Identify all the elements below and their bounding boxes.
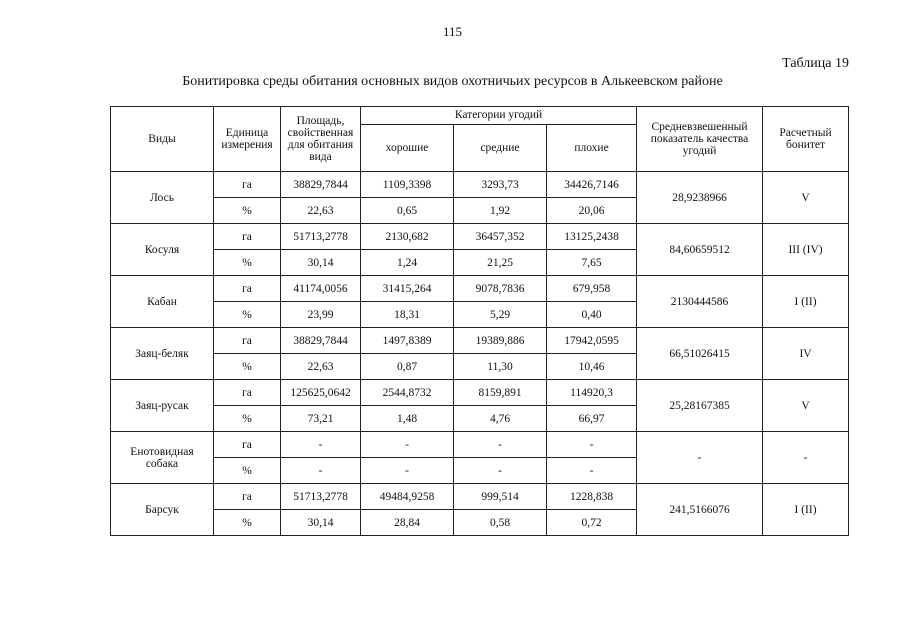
quality-index-cell: 84,60659512 — [637, 224, 763, 276]
ha-poor-cell: 114920,3 — [547, 380, 637, 406]
pct-medium-cell: - — [454, 458, 547, 484]
pct-unit-cell: % — [214, 458, 281, 484]
ha-medium-cell: 8159,891 — [454, 380, 547, 406]
header-quality: Средневзвешенный показатель качества угодий — [637, 107, 763, 172]
pct-good-cell: 1,24 — [361, 250, 454, 276]
species-name: Заяц-беляк — [111, 328, 214, 380]
ha-medium-cell: 19389,886 — [454, 328, 547, 354]
ha-good-cell: 49484,9258 — [361, 484, 454, 510]
pct-area-cell: 22,63 — [281, 198, 361, 224]
table-row — [111, 380, 849, 406]
bonitet-cell: V — [763, 380, 849, 432]
pct-poor-cell: - — [547, 458, 637, 484]
pct-good-cell: 0,65 — [361, 198, 454, 224]
pct-area-cell: 73,21 — [281, 406, 361, 432]
pct-unit-cell: % — [214, 510, 281, 536]
ha-unit-cell: га — [214, 172, 281, 198]
pct-medium-cell: 4,76 — [454, 406, 547, 432]
species-name: Лось — [111, 172, 214, 224]
ha-medium-cell: 36457,352 — [454, 224, 547, 250]
table-row — [111, 328, 849, 354]
pct-area-cell: 23,99 — [281, 302, 361, 328]
ha-poor-cell: 34426,7146 — [547, 172, 637, 198]
pct-poor-cell: 66,97 — [547, 406, 637, 432]
pct-good-cell: 28,84 — [361, 510, 454, 536]
ha-area-cell: 51713,2778 — [281, 224, 361, 250]
table-row — [111, 224, 849, 250]
ha-area-cell: 125625,0642 — [281, 380, 361, 406]
pct-poor-cell: 0,72 — [547, 510, 637, 536]
pct-medium-cell: 1,92 — [454, 198, 547, 224]
header-species: Виды — [111, 107, 214, 172]
table-row — [111, 276, 849, 302]
pct-unit-cell: % — [214, 406, 281, 432]
header-area: Площадь, свойственная для обитания вида — [281, 107, 361, 172]
pct-good-cell: 0,87 — [361, 354, 454, 380]
bonitet-cell: IV — [763, 328, 849, 380]
ha-unit-cell: га — [214, 432, 281, 458]
page-number: 115 — [442, 24, 463, 39]
pct-area-cell: - — [281, 458, 361, 484]
ha-area-cell: 38829,7844 — [281, 328, 361, 354]
ha-area-cell: 38829,7844 — [281, 172, 361, 198]
quality-index-cell: 25,28167385 — [637, 380, 763, 432]
bonitet-cell: V — [763, 172, 849, 224]
ha-poor-cell: 1228,838 — [547, 484, 637, 510]
quality-index-cell: 2130444586 — [637, 276, 763, 328]
quality-index-cell: - — [637, 432, 763, 484]
pct-medium-cell: 11,30 — [454, 354, 547, 380]
ha-area-cell: - — [281, 432, 361, 458]
pct-unit-cell: % — [214, 354, 281, 380]
quality-index-cell: 28,9238966 — [637, 172, 763, 224]
ha-poor-cell: - — [547, 432, 637, 458]
species-name: Кабан — [111, 276, 214, 328]
bonitet-cell: - — [763, 432, 849, 484]
species-name: Енотовидная собака — [111, 432, 214, 484]
pct-good-cell: 18,31 — [361, 302, 454, 328]
species-name: Косуля — [111, 224, 214, 276]
ha-good-cell: 1497,8389 — [361, 328, 454, 354]
pct-area-cell: 22,63 — [281, 354, 361, 380]
header-medium: средние — [454, 124, 547, 171]
ha-medium-cell: 3293,73 — [454, 172, 547, 198]
quality-index-cell: 66,51026415 — [637, 328, 763, 380]
pct-unit-cell: % — [214, 198, 281, 224]
table-row — [111, 484, 849, 510]
document-title: Бонитировка среды обитания основных видов охотничьих ресурсов в Алькеевском районе — [182, 74, 723, 89]
ha-good-cell: 1109,3398 — [361, 172, 454, 198]
ha-good-cell: - — [361, 432, 454, 458]
ha-area-cell: 41174,0056 — [281, 276, 361, 302]
table-row — [111, 172, 849, 198]
header-unit: Единица измерения — [214, 107, 281, 172]
habitat-bonitet-table — [110, 106, 849, 536]
pct-unit-cell: % — [214, 302, 281, 328]
table-label: Таблица 19 — [782, 56, 849, 71]
bonitet-cell: I (II) — [763, 484, 849, 536]
ha-good-cell: 31415,264 — [361, 276, 454, 302]
bonitet-cell: I (II) — [763, 276, 849, 328]
ha-unit-cell: га — [214, 328, 281, 354]
ha-medium-cell: 9078,7836 — [454, 276, 547, 302]
ha-medium-cell: - — [454, 432, 547, 458]
pct-poor-cell: 7,65 — [547, 250, 637, 276]
species-name: Заяц-русак — [111, 380, 214, 432]
pct-poor-cell: 20,06 — [547, 198, 637, 224]
table-row — [111, 432, 849, 458]
header-bonitet: Расчетный бонитет — [763, 107, 849, 172]
ha-poor-cell: 17942,0595 — [547, 328, 637, 354]
pct-unit-cell: % — [214, 250, 281, 276]
ha-medium-cell: 999,514 — [454, 484, 547, 510]
ha-unit-cell: га — [214, 276, 281, 302]
pct-good-cell: 1,48 — [361, 406, 454, 432]
header-poor: плохие — [547, 124, 637, 171]
ha-unit-cell: га — [214, 224, 281, 250]
pct-medium-cell: 5,29 — [454, 302, 547, 328]
species-name: Барсук — [111, 484, 214, 536]
pct-poor-cell: 10,46 — [547, 354, 637, 380]
pct-poor-cell: 0,40 — [547, 302, 637, 328]
ha-area-cell: 51713,2778 — [281, 484, 361, 510]
ha-poor-cell: 13125,2438 — [547, 224, 637, 250]
pct-medium-cell: 21,25 — [454, 250, 547, 276]
ha-unit-cell: га — [214, 484, 281, 510]
ha-unit-cell: га — [214, 380, 281, 406]
bonitet-cell: III (IV) — [763, 224, 849, 276]
quality-index-cell: 241,5166076 — [637, 484, 763, 536]
pct-area-cell: 30,14 — [281, 250, 361, 276]
header-good: хорошие — [361, 124, 454, 171]
ha-poor-cell: 679,958 — [547, 276, 637, 302]
pct-area-cell: 30,14 — [281, 510, 361, 536]
pct-good-cell: - — [361, 458, 454, 484]
header-categories: Категории угодий — [361, 107, 637, 125]
ha-good-cell: 2130,682 — [361, 224, 454, 250]
table-body — [111, 172, 849, 536]
pct-medium-cell: 0,58 — [454, 510, 547, 536]
ha-good-cell: 2544,8732 — [361, 380, 454, 406]
